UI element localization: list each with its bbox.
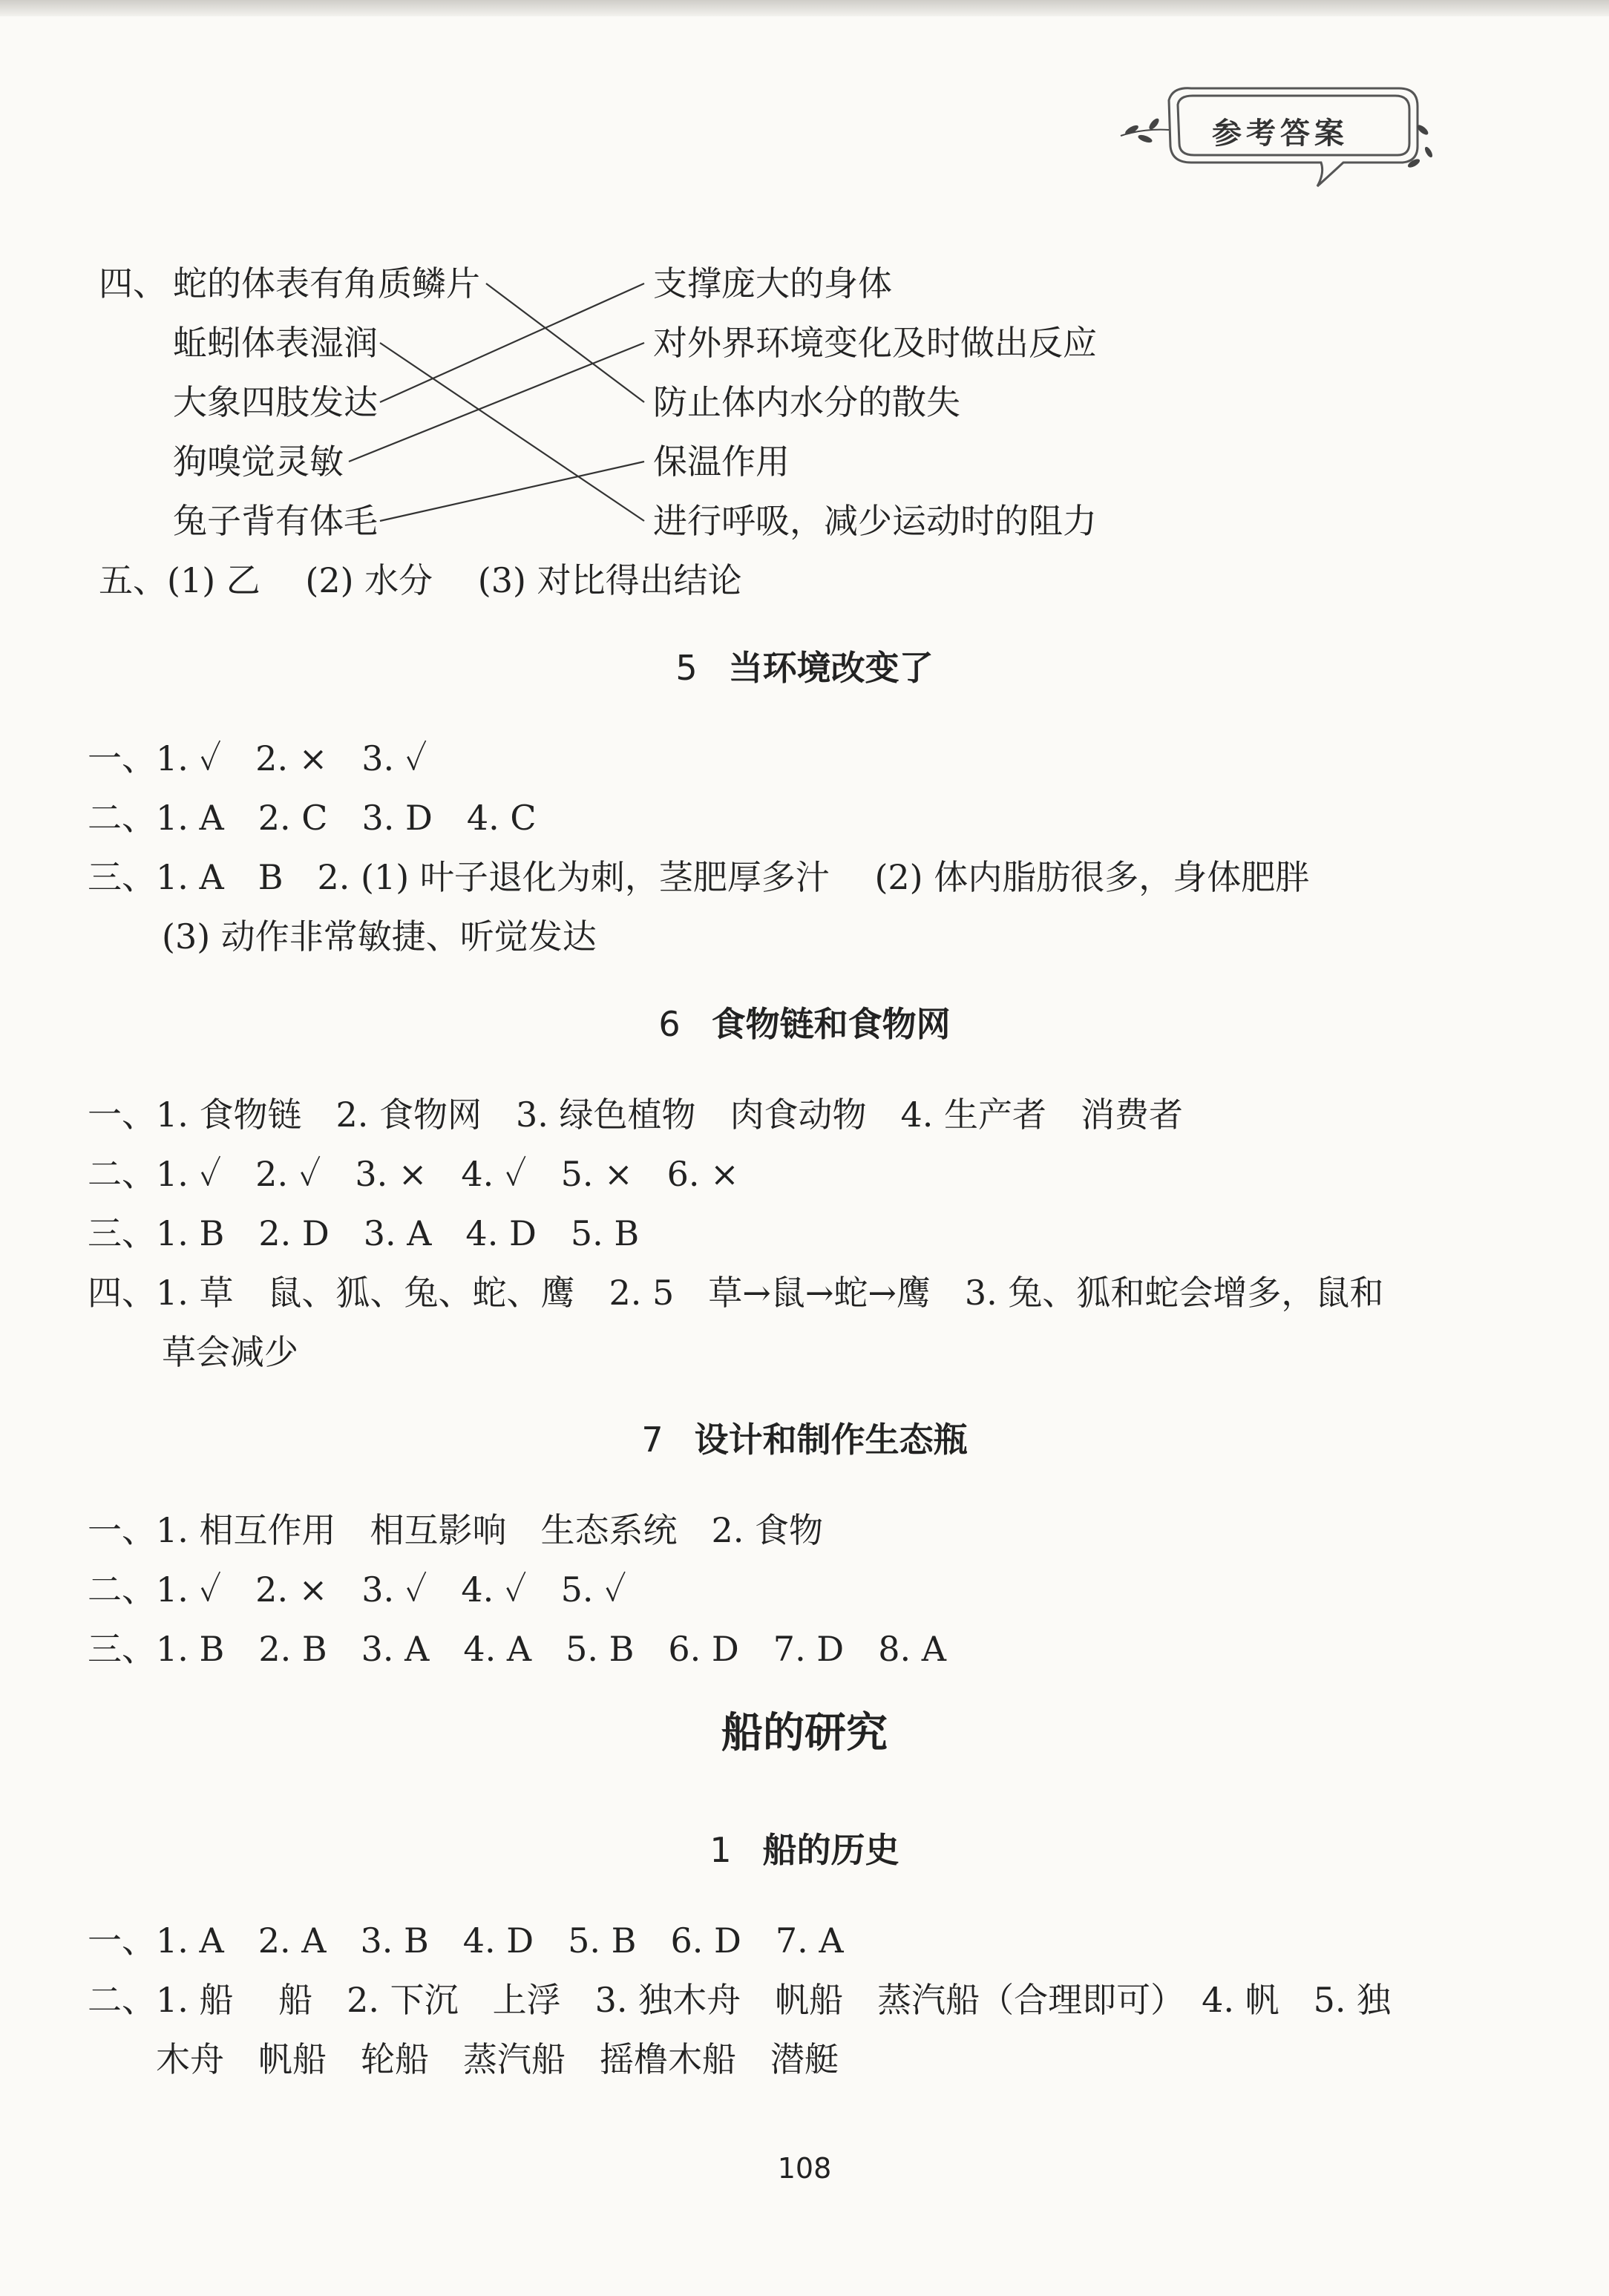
section-title: 船的历史 [762, 1830, 899, 1870]
section-number: 6 [658, 1004, 681, 1044]
matching-left-3: 大象四肢发达 [173, 382, 378, 422]
section-number: 7 [641, 1420, 663, 1460]
matching-left-2: 蚯蚓体表湿润 [173, 323, 378, 363]
answer-line: 二、1. A 2. C 3. D 4. C [88, 798, 537, 838]
matching-left-1: 蛇的体表有角质鳞片 [173, 263, 480, 304]
answer-line: 一、1. ✓ 2. × 3. ✓ [88, 738, 427, 778]
match-line-5 [380, 462, 644, 521]
q5-answer: 五、(1) 乙 (2) 水分 (3) 对比得出结论 [99, 560, 742, 600]
section-title: 设计和制作生态瓶 [694, 1420, 968, 1460]
answer-line: 三、1. B 2. D 3. A 4. D 5. B [88, 1213, 640, 1253]
section-7-heading [0, 1417, 1609, 1462]
answer-line: 木舟 帆船 轮船 蒸汽船 摇橹木船 潜艇 [156, 2039, 839, 2079]
section-6-heading [0, 1002, 1609, 1046]
answer-line: 一、1. 相互作用 相互影响 生态系统 2. 食物 [88, 1510, 824, 1550]
answer-line: 一、1. A 2. A 3. B 4. D 5. B 6. D 7. A [88, 1921, 844, 1961]
matching-right-4: 保温作用 [653, 442, 790, 482]
match-line-2 [380, 343, 644, 521]
match-line-3 [380, 283, 644, 402]
answer-line: 三、1. A B 2. (1) 叶子退化为刺，茎肥厚多汁 (2) 体内脂肪很多，身体肥胖 [88, 857, 1310, 897]
answer-line: 草会减少 [162, 1332, 298, 1372]
section-number: 1 [710, 1830, 732, 1870]
answer-line: 二、1. 船 船 2. 下沉 上浮 3. 独木舟 帆船 蒸汽船（合理即可） 4. 帆 5. 独 [88, 1980, 1392, 2020]
answer-line: (3) 动作非常敏捷、听觉发达 [162, 916, 597, 957]
unit-title: 船的研究 [721, 1708, 888, 1757]
answer-badge-label: 参考答案 [1212, 116, 1349, 151]
section-title: 当环境改变了 [728, 648, 934, 688]
matching-prefix: 四、 [99, 263, 167, 304]
match-line-1 [486, 283, 644, 402]
matching-right-2: 对外界环境变化及时做出反应 [653, 323, 1097, 363]
section-5-heading [0, 646, 1609, 690]
answer-line: 四、1. 草 鼠、狐、兔、蛇、鹰 2. 5 草→鼠→蛇→鹰 3. 兔、狐和蛇会增多，鼠和 [88, 1273, 1384, 1313]
matching-lines [0, 0, 1609, 594]
match-line-4 [349, 343, 644, 462]
page-number: 108 [777, 2152, 832, 2185]
matching-right-3: 防止体内水分的散失 [653, 382, 960, 422]
answer-line: 二、1. ✓ 2. ✓ 3. × 4. ✓ 5. × 6. × [88, 1154, 739, 1194]
matching-right-5: 进行呼吸，减少运动时的阻力 [653, 501, 1097, 541]
answer-line: 三、1. B 2. B 3. A 4. A 5. B 6. D 7. D 8. A [88, 1629, 946, 1669]
section-number: 5 [675, 648, 698, 688]
matching-left-5: 兔子背有体毛 [173, 501, 378, 541]
section-ship-heading [0, 1828, 1609, 1872]
answer-line: 二、1. ✓ 2. × 3. ✓ 4. ✓ 5. ✓ [88, 1570, 626, 1610]
matching-left-4: 狗嗅觉灵敏 [173, 442, 344, 482]
matching-right-1: 支撑庞大的身体 [653, 263, 892, 304]
section-title: 食物链和食物网 [711, 1004, 951, 1044]
answer-line: 一、1. 食物链 2. 食物网 3. 绿色植物 肉食动物 4. 生产者 消费者 [88, 1095, 1184, 1135]
